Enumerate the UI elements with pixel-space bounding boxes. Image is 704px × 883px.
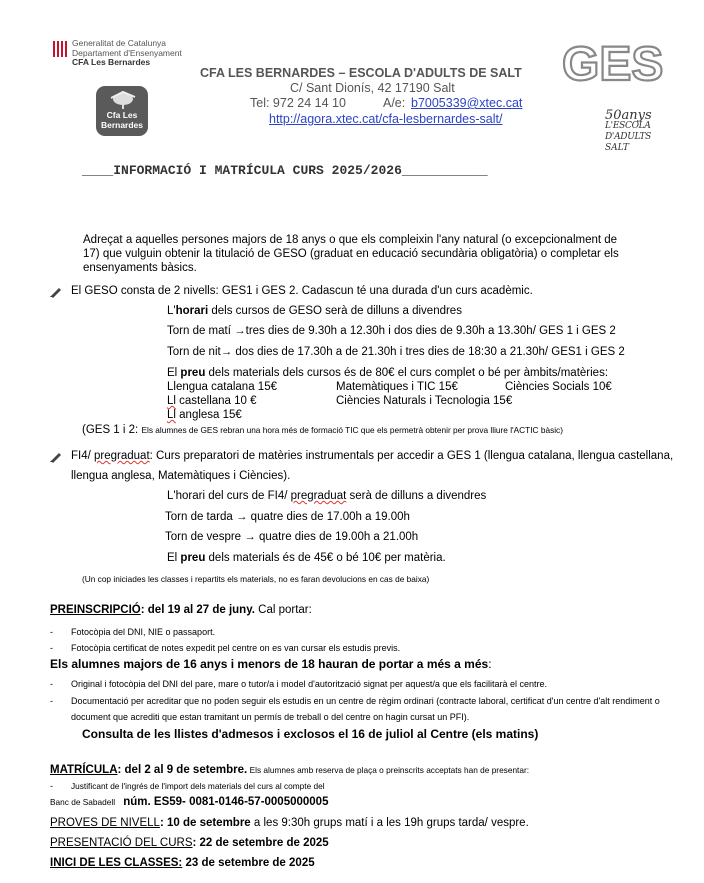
consulta-llistes: Consulta de les llistes d'admesos i exclosos el 16 de juliol al Centre (els matins)	[82, 727, 539, 741]
minors-heading-text: Els alumnes majors de 16 anys i menors de 18 hauran de portar a més a més	[50, 657, 489, 671]
fi4-vespre-text: quatre dies de 19.00h a 21.00h	[258, 531, 419, 543]
geso-preu	[167, 367, 608, 379]
bird-icon	[108, 88, 138, 110]
geso-bullet: El GESO consta de 2 nivells: GES1 i GES 2. Cadascun té una durada d'un curs acadèmic.	[71, 285, 533, 297]
preinscripcio-item-1: Fotocòpia del DNI, NIE o passaport.	[71, 627, 216, 637]
minors-item-2: Documentació per acreditar que no poden seguir els estudis en un centre de règim ordinari (contracte laboral, certificat d'un centre d'alt rendiment o	[71, 696, 660, 706]
title-lead: ____	[82, 163, 114, 178]
arrow-right-icon: →	[235, 511, 248, 523]
ges-logo-text: GES	[562, 40, 664, 86]
school-phone: Tel: 972 24 14 10	[250, 96, 346, 110]
list-dash: -	[50, 679, 53, 689]
geso-torn-mati	[167, 325, 616, 337]
preinscripcio-item-2: Fotocòpia certificat de notes expedit pel centre on es van cursar els estudis previs.	[71, 643, 401, 653]
fi4-horari	[167, 490, 486, 502]
fi4-tarda-label: Torn de tarda	[165, 511, 233, 523]
fi4-bullet-line2: llengua anglesa, Matemàtiques i Ciències).	[71, 470, 291, 482]
geso-horari	[167, 305, 462, 317]
geso-preu-bold: preu	[180, 367, 206, 379]
geso-note-pre: (GES 1 i 2:	[82, 424, 142, 436]
list-dash: -	[50, 781, 53, 791]
fi4-horari-sq: pregraduat	[290, 490, 347, 502]
intro-line1: Adreçat a aquelles persones majors de 18 anys o que els compleixin l'any natural (o excepcionalment de	[83, 234, 618, 246]
material-matematiques: Matemàtiques i TIC 15€	[336, 381, 458, 393]
inici-date: 23 de setembre de 2025	[182, 857, 315, 869]
anglesa-abbrev: Ll	[167, 409, 176, 421]
inici-classes	[50, 857, 315, 869]
gencat-line3: CFA Les Bernardes	[72, 57, 151, 67]
proves-label: PROVES DE NIVELL	[50, 817, 160, 829]
anniversary-line3: D'ADULTS	[605, 132, 652, 142]
proves-date: : 10 de setembre	[159, 817, 251, 829]
school-name: CFA LES BERNARDES – ESCOLA D'ADULTS DE SALT	[200, 66, 522, 80]
minors-item-1: Original i fotocòpia del DNI del pare, mare o tutor/a i model d'autorització signat per aquest/a que els facilitarà el centre.	[71, 679, 547, 689]
arrow-right-icon: →	[220, 346, 233, 358]
account-number: núm. ES59- 0081-0146-57-0005000005	[123, 796, 329, 808]
bank-name: Banc de Sabadell	[50, 797, 116, 807]
fi4-bullet	[71, 450, 673, 462]
matricula-item: Justificant de l'ingrés de l'import dels materials del curs al compte del	[71, 781, 325, 791]
list-dash: -	[50, 643, 53, 653]
castellana-abbrev: Ll	[167, 395, 176, 407]
geso-note-small: Els alumnes de GES rebran una hora més de formació TIC que els permetrà obtenir per prova lliure l'ACTIC bàsic)	[141, 425, 563, 435]
fi4-tarda-text: quatre dies de 17.00h a 19.00h	[250, 511, 410, 523]
title-text: INFORMACIÓ I MATRÍCULA CURS 2025/2026	[113, 163, 402, 178]
geso-horari-pre: L'	[167, 305, 176, 317]
fi4-preu-post: dels materials és de 45€ o bé 10€ per matèria.	[205, 552, 446, 564]
anniversary-line4: SALT	[605, 143, 629, 153]
gencat-emblem-icon	[52, 40, 67, 58]
anniversary-line1: 50anys	[605, 108, 652, 123]
fi4-horari-post: serà de dilluns a divendres	[346, 490, 487, 502]
list-dash: -	[50, 696, 53, 706]
presentacio-date: : 22 de setembre de 2025	[192, 837, 329, 849]
arrow-right-icon: →	[234, 325, 246, 337]
gencat-line1: Generalitat de Catalunya	[72, 38, 167, 48]
preinscripcio-heading	[50, 604, 312, 616]
intro-line3: ensenyaments bàsics.	[83, 262, 197, 274]
fi4-torn-vespre	[165, 531, 418, 543]
fi4-bullet-sq: pregraduat	[94, 450, 150, 462]
material-ciencies-naturals: Ciències Naturals i Tecnologia 15€	[336, 395, 513, 407]
gencat-text	[72, 39, 182, 68]
cfa-logo-line1: Cfa Les	[106, 110, 138, 120]
fi4-bullet-pre: FI4/	[71, 450, 95, 462]
geso-note	[82, 424, 563, 436]
fi4-preu-pre: El	[167, 552, 181, 564]
email-label: A/e:	[383, 96, 406, 110]
fi4-bullet-post: : Curs preparatori de matèries instrumentals per accedir a GES 1 (llengua catalana, llengua castellana,	[149, 450, 674, 462]
matricula-account	[50, 796, 328, 808]
page-title	[82, 163, 488, 178]
matricula-tail: Els alumnes amb reserva de plaça o preinscrits acceptats han de presentar:	[247, 765, 530, 775]
proves-tail: a les 9:30h grups matí i a les 19h grups tarda/ vespre.	[250, 817, 529, 829]
anniversary-line2: L'ESCOLA	[605, 121, 651, 131]
inici-label: INICI DE LES CLASSES:	[50, 857, 183, 869]
pencil-icon	[49, 284, 63, 298]
geso-horari-post: dels cursos de GESO serà de dilluns a divendres	[208, 305, 462, 317]
website-link[interactable]: http://agora.xtec.cat/cfa-lesbernardes-salt/	[269, 112, 503, 126]
geso-mati-label: Torn de matí	[167, 325, 231, 337]
title-trail: ___________	[401, 163, 488, 178]
intro-line2: 17) que vulguin obtenir la titulació de GESO (graduat en educació secundària obligatòria) o completar els	[83, 248, 619, 260]
fi4-horari-pre: L'horari del curs de FI4/	[167, 490, 291, 502]
list-dash: -	[50, 627, 53, 637]
cfa-logo	[96, 86, 148, 136]
fi4-torn-tarda	[165, 511, 410, 523]
ges-logo	[560, 40, 688, 86]
preinscripcio-label: PREINSCRIPCIÓ	[50, 604, 141, 616]
anniversary-stamp	[605, 110, 652, 154]
proves-nivell	[50, 817, 529, 829]
geso-nit-label: Torn de nit	[167, 346, 221, 358]
material-anglesa	[167, 409, 242, 421]
intro-paragraph	[83, 233, 619, 275]
fi4-preu	[167, 552, 446, 564]
castellana-text: castellana 10 €	[175, 395, 257, 407]
cfa-logo-line2: Bernardes	[100, 120, 144, 130]
matricula-dates: : del 2 al 9 de setembre.	[117, 764, 248, 776]
geso-torn-nit	[167, 346, 625, 358]
matricula-label: MATRÍCULA	[50, 764, 118, 776]
minors-heading	[50, 657, 492, 671]
school-address: C/ Sant Dionís, 42 17190 Salt	[290, 81, 455, 95]
gencat-line2: Departament d'Ensenyament	[72, 47, 182, 58]
geso-mati-text: tres dies de 9.30h a 12.30h i dos dies de 9.30h a 13.30h/ GES 1 i GES 2	[245, 325, 616, 337]
fi4-note: (Un cop iniciades les classes i repartits els materials, no es faran devolucions en cas de baixa)	[82, 574, 430, 584]
arrow-right-icon: →	[244, 531, 256, 543]
preinscripcio-tail: Cal portar:	[254, 604, 312, 616]
material-ciencies-socials: Ciències Socials 10€	[505, 381, 612, 393]
minors-heading-colon: :	[488, 657, 492, 671]
email-link[interactable]: b7005339@xtec.cat	[411, 96, 523, 110]
material-castellana	[167, 395, 257, 407]
preinscripcio-dates: : del 19 al 27 de juny.	[140, 604, 255, 616]
pencil-icon	[49, 449, 63, 463]
fi4-preu-bold: preu	[180, 552, 206, 564]
presentacio-label: PRESENTACIÓ DEL CURS	[50, 837, 193, 849]
geso-preu-pre: El	[167, 367, 181, 379]
geso-nit-text: dos dies de 17.30h a de 21.30h i tres dies de 18:30 a 21.30h/ GES1 i GES 2	[235, 346, 625, 358]
geso-preu-post: dels materials dels cursos és de 80€ el curs complet o bé per àmbits/matèries:	[205, 367, 609, 379]
presentacio-curs	[50, 837, 329, 849]
fi4-vespre-label: Torn de vespre	[165, 531, 242, 543]
anglesa-text: anglesa 15€	[175, 409, 242, 421]
minors-item-2-cont: document que acrediti que estan tramitant un permís de treball o del centre on hagin cursat un PFI).	[71, 712, 470, 722]
material-llengua-catalana: Llengua catalana 15€	[167, 381, 277, 393]
geso-horari-bold: horari	[175, 305, 209, 317]
matricula-heading	[50, 764, 529, 776]
